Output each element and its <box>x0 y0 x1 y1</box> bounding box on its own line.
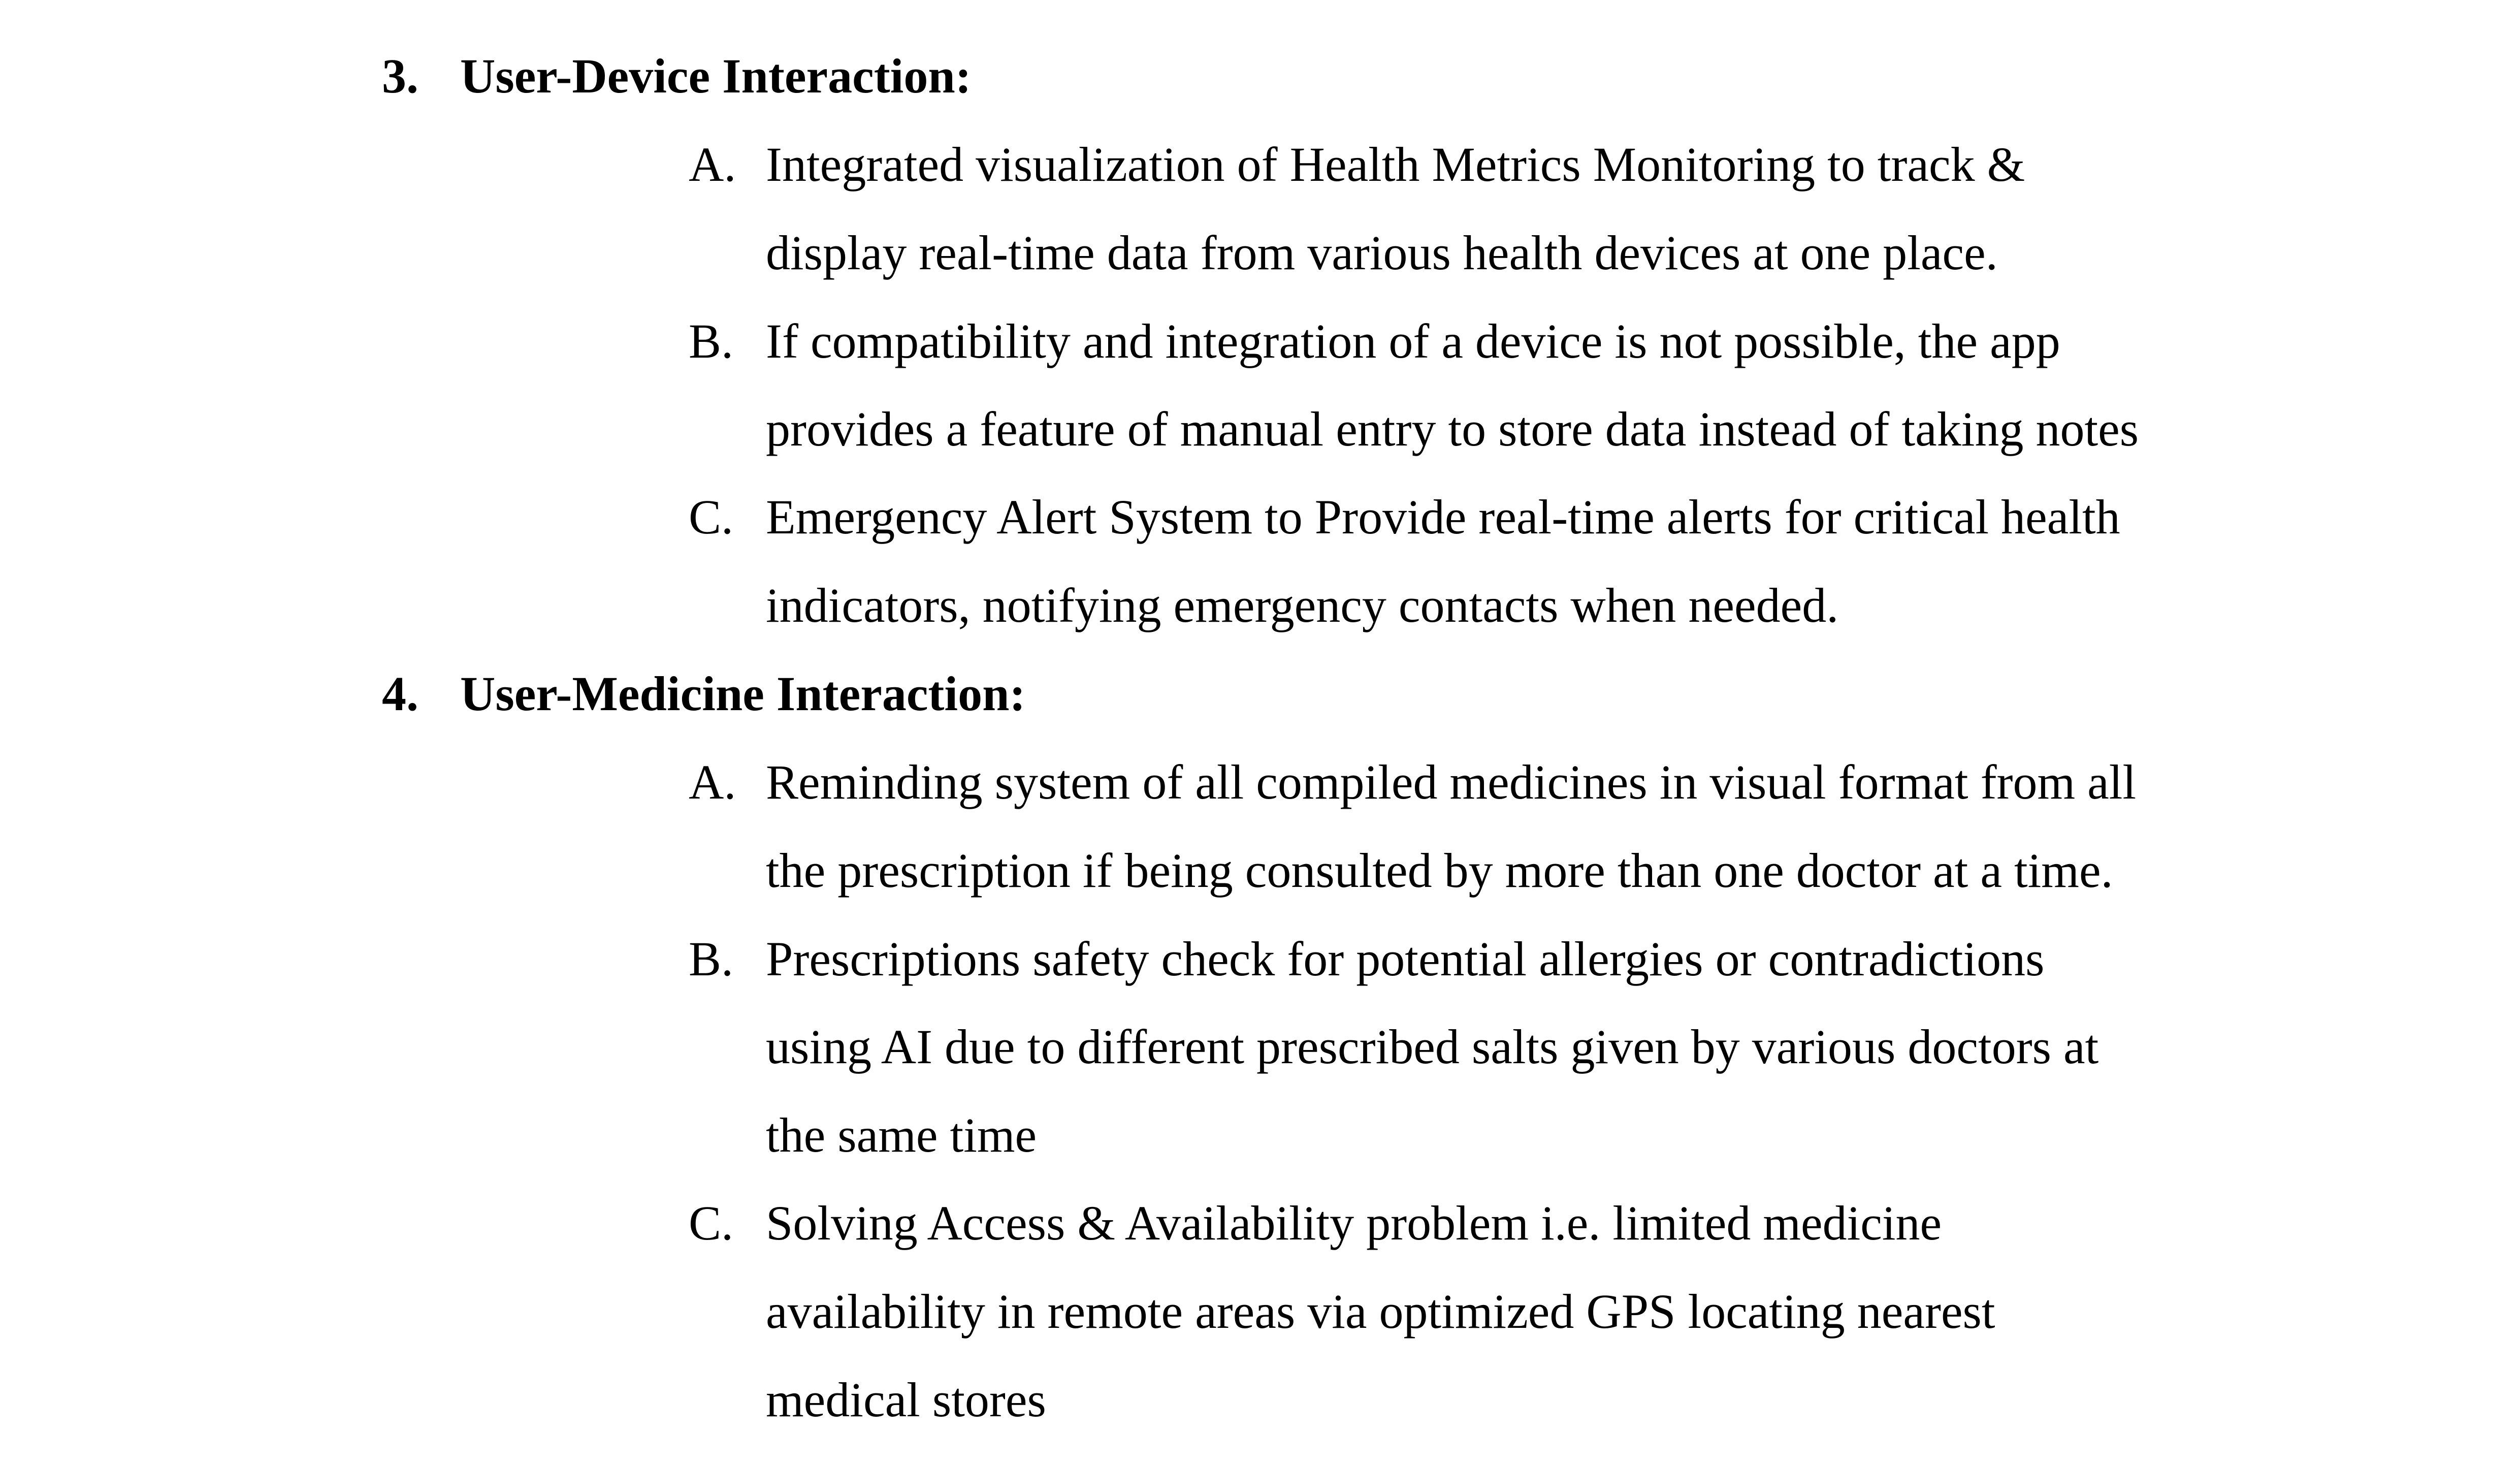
section-title: User-Medicine Interaction: <box>460 666 1026 721</box>
list-item-text: Emergency Alert System to Provide real-time alerts for critical health <box>766 490 2120 544</box>
section-title: User-Device Interaction: <box>460 49 972 103</box>
list-item-marker: A. <box>689 755 736 809</box>
list-item-marker: A. <box>689 137 736 192</box>
list-item-marker: C. <box>689 1196 734 1250</box>
list-item-text: provides a feature of manual entry to store data instead of taking notes <box>766 402 2139 456</box>
list-item-text: Reminding system of all compiled medicines in visual format from all <box>766 755 2137 809</box>
list-item-text: Solving Access & Availability problem i.e. limited medicine <box>766 1196 1942 1250</box>
list-item-text: using AI due to different prescribed salts given by various doctors at <box>766 1020 2099 1074</box>
list-item-text: availability in remote areas via optimized GPS locating nearest <box>766 1284 1995 1339</box>
list-item-text: If compatibility and integration of a device is not possible, the app <box>766 314 2060 368</box>
section-number: 4. <box>382 666 418 721</box>
list-item-text: display real-time data from various health devices at one place. <box>766 226 1998 280</box>
list-item-marker: C. <box>689 490 734 544</box>
list-item-marker: B. <box>689 932 734 986</box>
list-item-text: Prescriptions safety check for potential allergies or contradictions <box>766 932 2045 986</box>
list-item-text: indicators, notifying emergency contacts when needed. <box>766 578 1839 632</box>
list-item-marker: B. <box>689 314 734 368</box>
list-item-text: Integrated visualization of Health Metrics Monitoring to track & <box>766 137 2025 192</box>
list-item-text: the prescription if being consulted by more than one doctor at a time. <box>766 843 2113 898</box>
list-item-text: medical stores <box>766 1373 1046 1427</box>
section-number: 3. <box>382 49 418 103</box>
list-item-text: the same time <box>766 1108 1037 1162</box>
